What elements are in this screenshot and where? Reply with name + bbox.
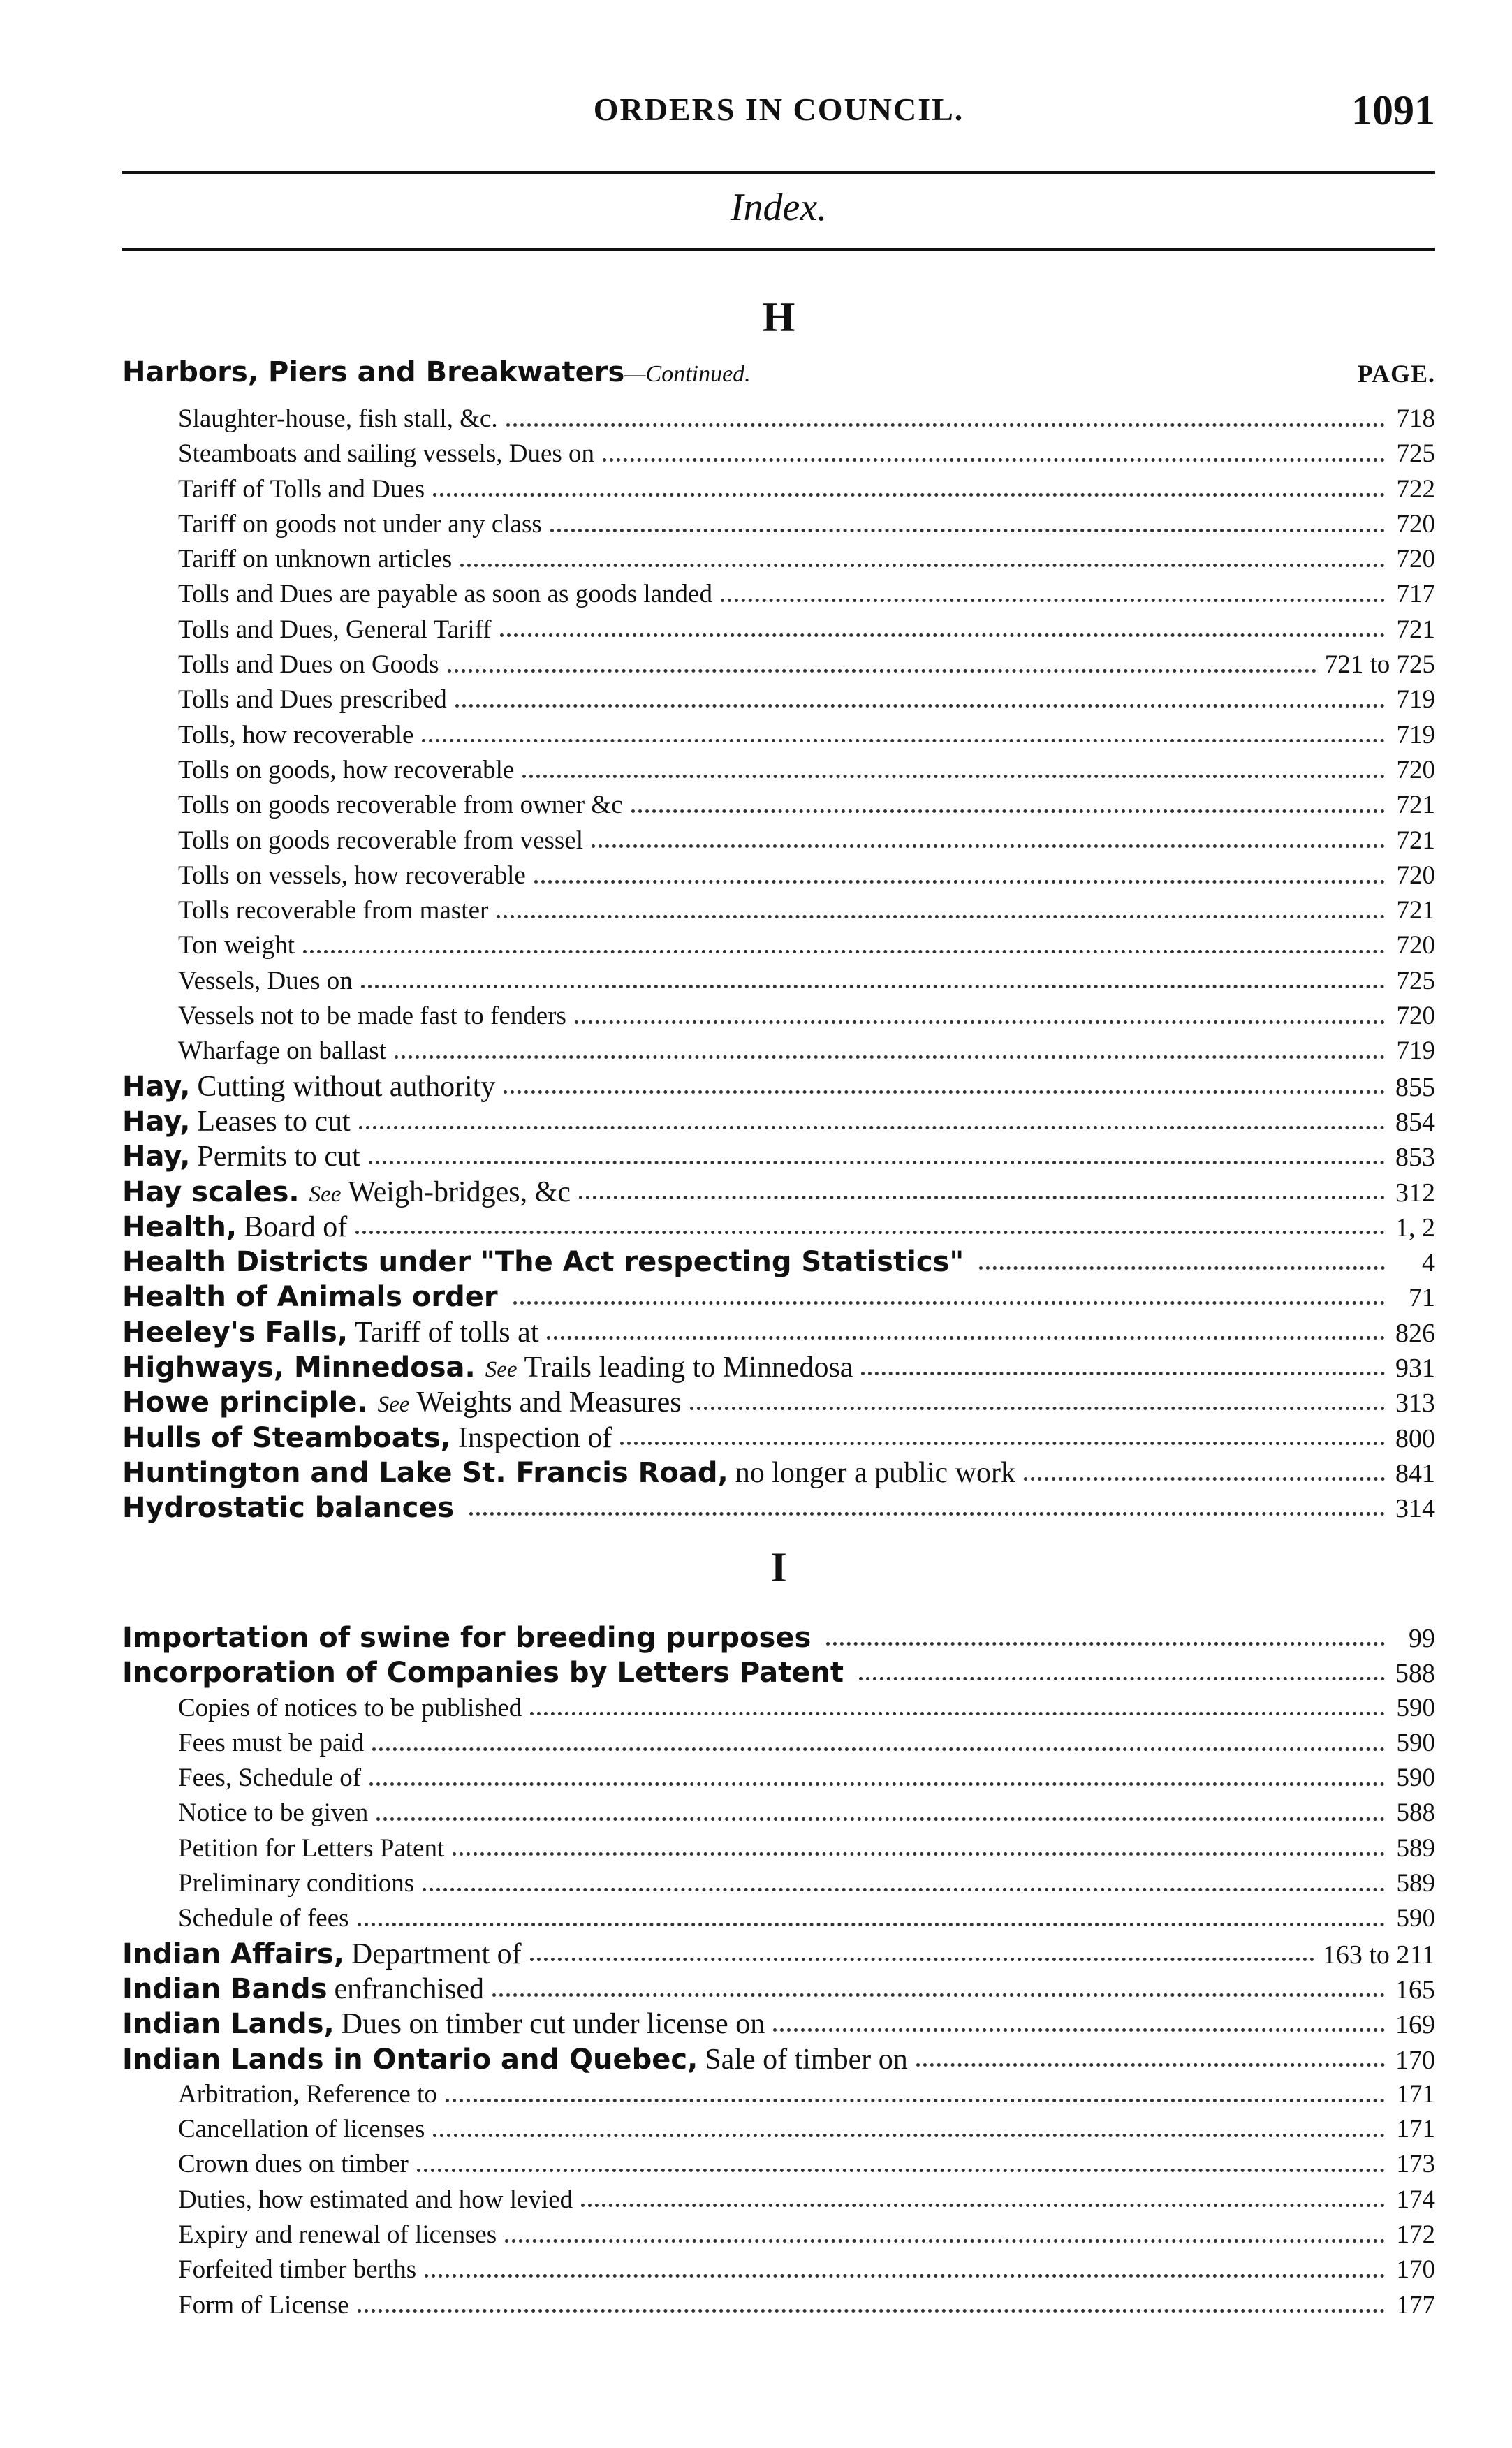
entry-text: Weights and Measures [416, 1386, 682, 1419]
index-entry [122, 1175, 1435, 1210]
entry-text: Fees must be paid [178, 1728, 365, 1757]
dot-leader [631, 809, 1386, 813]
continued-heading [122, 356, 1435, 398]
entry-heading: Hay scales. [122, 1175, 300, 1208]
section-letter-i: I [770, 1544, 787, 1590]
index-entry [122, 1866, 1435, 1901]
dot-leader [530, 1712, 1385, 1715]
entry-page-ref: 170 [1395, 2045, 1435, 2075]
index-entry [122, 1139, 1435, 1174]
index-entry [122, 823, 1435, 858]
entry-page-ref: 800 [1395, 1423, 1435, 1453]
dot-leader [369, 1782, 1385, 1786]
entry-page-ref: 721 to 725 [1324, 650, 1435, 680]
entry-page-ref: 722 [1396, 474, 1435, 504]
index-entry [122, 1280, 1435, 1314]
index-entry [122, 1034, 1435, 1069]
index-entry [122, 1385, 1435, 1420]
index-entry [122, 1490, 1435, 1525]
entry-heading: Huntington and Lake St. Francis Road, [122, 1456, 728, 1489]
entry-see-reference: See [377, 1392, 410, 1418]
entry-text: Copies of notices to be published [178, 1693, 522, 1722]
dot-leader [422, 739, 1385, 742]
entry-text: Weigh-bridges, &c [348, 1175, 571, 1208]
entry-page-ref: 721 [1396, 615, 1435, 644]
dot-leader [446, 2099, 1385, 2102]
index-entry [122, 858, 1435, 893]
entry-text: Expiry and renewal of licenses [178, 2220, 497, 2250]
dot-leader [603, 458, 1385, 462]
entry-text: Tariff on goods not under any class [178, 509, 542, 538]
entry-page-ref: 720 [1396, 931, 1435, 960]
dot-leader [448, 669, 1316, 673]
entry-text: Vessels not to be made fast to fenders [178, 1002, 566, 1031]
dot-leader [1024, 1477, 1385, 1481]
dot-leader [826, 1642, 1385, 1646]
entry-text: Steamboats and sailing vessels, Dues on [178, 439, 595, 469]
entry-page-ref: 721 [1396, 826, 1435, 855]
entry-heading: Hay, [122, 1105, 191, 1138]
entry-text: Tolls and Dues on Goods [178, 650, 439, 680]
entry-text: Duties, how estimated and how levied [178, 2185, 573, 2214]
entry-page-ref: 313 [1395, 1388, 1435, 1419]
entry-text: Tolls on vessels, how recoverable [178, 860, 526, 890]
dot-leader [423, 1888, 1385, 1891]
dot-leader [361, 985, 1385, 988]
entry-heading: Heeley's Falls, [122, 1316, 348, 1349]
index-entry [122, 1350, 1435, 1385]
index-entry [122, 788, 1435, 823]
index-entry [122, 1691, 1435, 1726]
entry-heading: Health of Animals order [122, 1281, 498, 1314]
index-entry [122, 402, 1435, 437]
entry-page-ref: 717 [1396, 580, 1435, 609]
entry-text: Form of License [178, 2290, 349, 2319]
index-list-h [122, 402, 1435, 1526]
entry-text: Board of [244, 1210, 348, 1243]
index-entry [122, 718, 1435, 753]
entry-page-ref: 588 [1396, 1798, 1435, 1828]
index-entry [122, 577, 1435, 612]
entry-text: enfranchised [334, 1972, 485, 2005]
entry-text: Notice to be given [178, 1798, 369, 1828]
dot-leader [916, 2063, 1385, 2067]
index-entry [122, 1245, 1435, 1280]
entry-text: Dues on timber cut under license on [341, 2008, 765, 2041]
dot-leader [620, 1442, 1385, 1445]
entry-text: Trails leading to Minnedosa [524, 1351, 853, 1384]
dot-leader [513, 1301, 1385, 1305]
entry-page-ref: 165 [1395, 1974, 1435, 2004]
index-entry [122, 1456, 1435, 1490]
entry-page-ref: 720 [1396, 860, 1435, 890]
dot-leader [469, 1512, 1385, 1516]
entry-heading: Health Districts under "The Act respecting Statistics" [122, 1246, 964, 1279]
dot-leader [497, 915, 1385, 918]
index-entry [122, 2042, 1435, 2077]
dot-leader [358, 1923, 1385, 1926]
entry-page-ref: 725 [1396, 439, 1435, 469]
index-entry [122, 893, 1435, 928]
dot-leader [530, 1958, 1314, 1961]
entry-heading: Indian Bands [122, 1972, 328, 2005]
dot-leader [861, 1372, 1385, 1375]
dot-leader [534, 880, 1385, 884]
dot-leader [355, 1231, 1385, 1234]
entry-page-ref: 173 [1396, 2150, 1435, 2179]
index-entry [122, 2007, 1435, 2042]
entry-text: Ton weight [178, 931, 295, 960]
index-entry [122, 2112, 1435, 2147]
entry-text: Sale of timber on [705, 2043, 908, 2076]
index-title: Index. [730, 186, 828, 229]
index-entry [122, 1655, 1435, 1690]
entry-page-ref: 721 [1396, 791, 1435, 820]
entry-page-ref: 172 [1396, 2220, 1435, 2250]
entry-page-ref: 931 [1395, 1354, 1435, 1384]
dot-leader [359, 1126, 1385, 1129]
entry-page-ref: 589 [1396, 1833, 1435, 1863]
entry-page-ref: 312 [1395, 1178, 1435, 1208]
entry-text: Arbitration, Reference to [178, 2079, 437, 2109]
entry-page-ref: 4 [1422, 1248, 1435, 1278]
dot-leader [395, 1055, 1385, 1059]
dot-leader [500, 633, 1385, 637]
dot-leader [505, 2239, 1385, 2243]
dot-leader [859, 1677, 1385, 1680]
entry-page-ref: 854 [1395, 1107, 1435, 1137]
running-head [122, 87, 1435, 140]
entry-page-ref: 718 [1396, 404, 1435, 433]
entry-heading: Highways, Minnedosa. [122, 1351, 476, 1384]
dot-leader [504, 1090, 1385, 1094]
entry-text: Inspection of [457, 1421, 612, 1454]
entry-text: Schedule of fees [178, 1904, 349, 1933]
entry-page-ref: 590 [1396, 1693, 1435, 1722]
entry-page-ref: 853 [1395, 1143, 1435, 1173]
dot-leader [455, 704, 1385, 708]
dot-leader [690, 1407, 1385, 1410]
dot-leader [492, 1993, 1385, 1997]
entry-heading: Health, [122, 1210, 237, 1243]
index-entry [122, 2147, 1435, 2182]
index-entry [122, 1104, 1435, 1139]
entry-see-reference: See [309, 1181, 342, 1207]
dot-leader [522, 775, 1385, 778]
index-entry [122, 1210, 1435, 1245]
entry-text: Tolls, how recoverable [178, 720, 414, 749]
entry-page-ref: 720 [1396, 545, 1435, 574]
entry-text: Tolls and Dues, General Tariff [178, 615, 492, 644]
entry-text: Slaughter-house, fish stall, &c. [178, 404, 498, 433]
index-entry [122, 1937, 1435, 1972]
dot-leader [453, 1852, 1385, 1856]
entry-heading: Hydrostatic balances [122, 1492, 455, 1525]
index-entry [122, 928, 1435, 963]
index-entry [122, 2183, 1435, 2218]
index-entry [122, 2252, 1435, 2287]
entry-page-ref: 720 [1396, 1002, 1435, 1031]
index-entry [122, 1315, 1435, 1350]
entry-page-ref: 1, 2 [1395, 1212, 1435, 1243]
entry-page-ref: 588 [1395, 1659, 1435, 1689]
entry-page-ref: 171 [1396, 2079, 1435, 2109]
index-entry [122, 999, 1435, 1034]
index-entry [122, 1761, 1435, 1796]
index-entry [122, 542, 1435, 577]
entry-heading: Howe principle. [122, 1386, 368, 1419]
dot-leader [303, 950, 1385, 953]
index-list-i [122, 1620, 1435, 2323]
dot-leader [592, 844, 1385, 848]
dot-leader [581, 2204, 1385, 2207]
entry-page-ref: 719 [1396, 685, 1435, 714]
entry-page-ref: 99 [1409, 1624, 1435, 1653]
entry-page-ref: 721 [1396, 896, 1435, 925]
entry-heading: Hulls of Steamboats, [122, 1421, 451, 1454]
entry-text: Tolls recoverable from master [178, 896, 489, 925]
entry-page-ref: 841 [1395, 1458, 1435, 1488]
dot-leader [773, 2028, 1385, 2032]
entry-page-ref: 590 [1396, 1764, 1435, 1793]
dot-leader [721, 599, 1385, 602]
entry-page-ref: 314 [1395, 1494, 1435, 1524]
entry-text: Petition for Letters Patent [178, 1833, 445, 1863]
entry-text: Crown dues on timber [178, 2150, 409, 2179]
entry-page-ref: 177 [1396, 2290, 1435, 2319]
dot-leader [550, 529, 1385, 532]
continued-heading-suffix: —Continued. [624, 361, 751, 387]
entry-page-ref: 71 [1409, 1283, 1435, 1313]
entry-page-ref: 174 [1396, 2185, 1435, 2214]
entry-page-ref: 170 [1396, 2255, 1435, 2285]
entry-text: Vessels, Dues on [178, 966, 353, 995]
dot-leader [425, 2274, 1385, 2278]
entry-heading: Indian Affairs, [122, 1937, 344, 1970]
entry-text: Tolls on goods, how recoverable [178, 755, 515, 784]
index-entry [122, 1796, 1435, 1831]
entry-heading: Incorporation of Companies by Letters Patent [122, 1657, 844, 1690]
index-entry [122, 472, 1435, 507]
entry-text: Tolls and Dues are payable as soon as goods landed [178, 580, 712, 609]
entry-text: Tariff of Tolls and Dues [178, 474, 425, 504]
entry-text: Preliminary conditions [178, 1869, 415, 1898]
entry-page-ref: 171 [1396, 2115, 1435, 2144]
entry-page-ref: 855 [1395, 1072, 1435, 1102]
top-rule [122, 171, 1435, 174]
entry-page-ref: 719 [1396, 720, 1435, 749]
entry-heading: Indian Lands in Ontario and Quebec, [122, 2043, 698, 2076]
dot-leader [979, 1266, 1385, 1270]
index-entry [122, 613, 1435, 647]
dot-leader [579, 1196, 1385, 1199]
section-letter-h: H [762, 294, 795, 340]
entry-page-ref: 719 [1396, 1036, 1435, 1066]
entry-page-ref: 720 [1396, 509, 1435, 538]
entry-text: Forfeited timber berths [178, 2255, 417, 2285]
entry-text: no longer a public work [735, 1456, 1015, 1489]
index-entry [122, 1972, 1435, 2007]
index-entry [122, 1069, 1435, 1104]
dot-leader [460, 564, 1385, 567]
entry-text: Wharfage on ballast [178, 1036, 386, 1066]
index-entry [122, 1620, 1435, 1655]
entry-heading: Importation of swine for breeding purposes [122, 1622, 812, 1654]
entry-page-ref: 590 [1396, 1904, 1435, 1933]
index-entry [122, 437, 1435, 471]
dot-leader [372, 1747, 1385, 1751]
page-column-label: PAGE. [1357, 360, 1435, 388]
entry-page-ref: 826 [1395, 1318, 1435, 1348]
bottom-rule [122, 248, 1435, 251]
page-number: 1091 [1351, 87, 1435, 133]
index-entry [122, 2218, 1435, 2252]
dot-leader [433, 2134, 1385, 2137]
entry-page-ref: 720 [1396, 755, 1435, 784]
entry-page-ref: 590 [1396, 1728, 1435, 1757]
index-entry [122, 1726, 1435, 1761]
index-entry [122, 682, 1435, 717]
dot-leader [369, 1161, 1385, 1164]
running-title: ORDERS IN COUNCIL. [593, 91, 964, 127]
entry-text: Cancellation of licenses [178, 2115, 425, 2144]
dot-leader [575, 1020, 1385, 1024]
entry-text: Tolls on goods recoverable from vessel [178, 826, 584, 855]
entry-page-ref: 589 [1396, 1869, 1435, 1898]
dot-leader [433, 493, 1385, 497]
entry-text: Permits to cut [197, 1141, 360, 1173]
entry-page-ref: 169 [1395, 2010, 1435, 2040]
index-entry [122, 1901, 1435, 1936]
index-entry [122, 753, 1435, 788]
index-entry [122, 1831, 1435, 1866]
entry-text: Tariff of tolls at [355, 1316, 539, 1349]
dot-leader [417, 2169, 1385, 2172]
index-entry [122, 2288, 1435, 2323]
index-entry [122, 2077, 1435, 2112]
index-entry [122, 964, 1435, 999]
index-entry [122, 1421, 1435, 1456]
entry-text: Tariff on unknown articles [178, 545, 453, 574]
entry-page-ref: 163 to 211 [1322, 1940, 1435, 1970]
dot-leader [547, 1336, 1385, 1340]
dot-leader [376, 1817, 1385, 1821]
entry-text: Department of [351, 1937, 522, 1970]
entry-text: Cutting without authority [197, 1070, 496, 1103]
continued-heading-title: Harbors, Piers and Breakwaters [122, 356, 625, 388]
entry-text: Tolls and Dues prescribed [178, 685, 447, 714]
index-entry [122, 647, 1435, 682]
index-entry [122, 507, 1435, 542]
entry-heading: Hay, [122, 1070, 191, 1103]
entry-heading: Hay, [122, 1141, 191, 1173]
entry-text: Fees, Schedule of [178, 1764, 362, 1793]
entry-heading: Indian Lands, [122, 2008, 335, 2041]
entry-see-reference: See [485, 1357, 518, 1383]
dot-leader [506, 423, 1385, 427]
dot-leader [358, 2309, 1385, 2313]
entry-text: Leases to cut [197, 1105, 351, 1138]
entry-page-ref: 725 [1396, 966, 1435, 995]
entry-text: Tolls on goods recoverable from owner &c [178, 791, 623, 820]
